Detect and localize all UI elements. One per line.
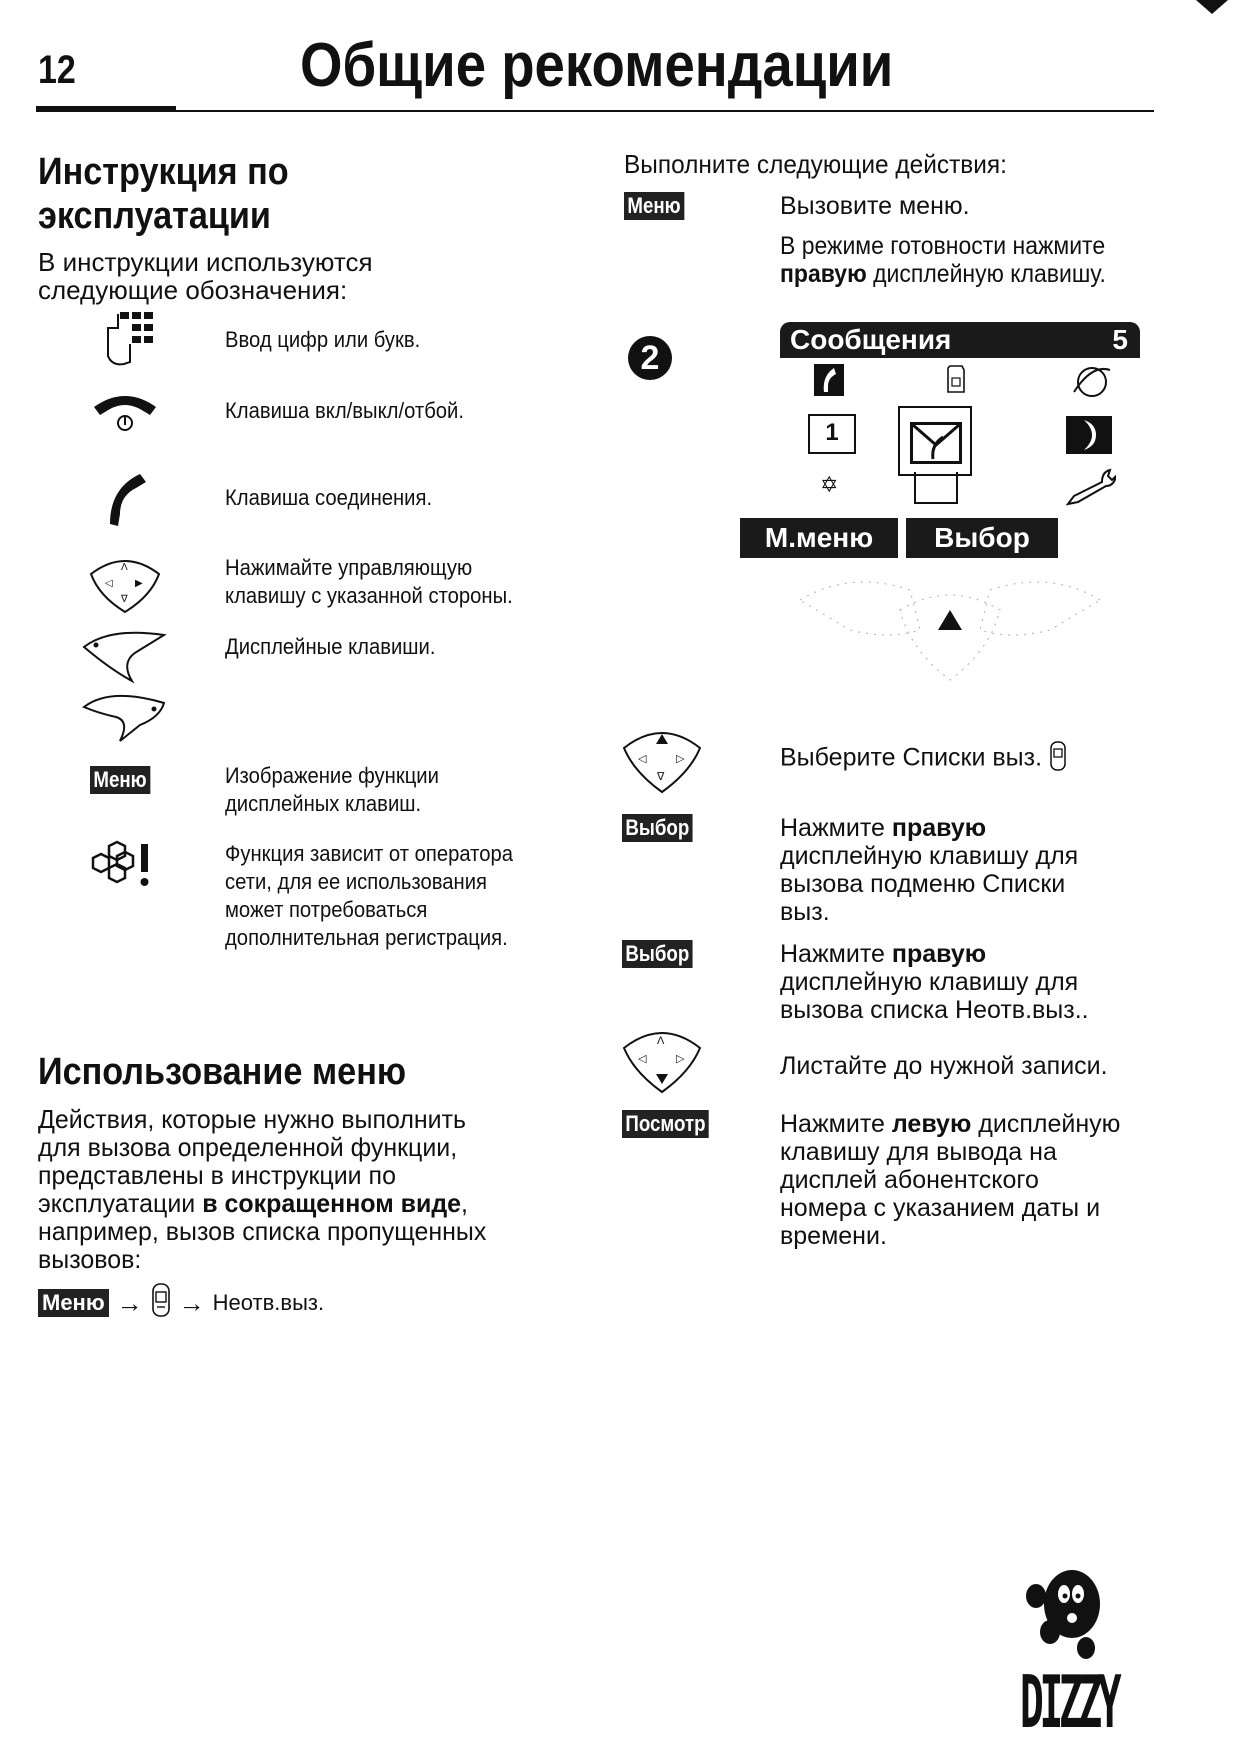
text-normal: Нажмите bbox=[780, 940, 892, 968]
text-normal: Нажмите bbox=[780, 814, 892, 842]
phone-icon bbox=[814, 364, 844, 396]
menu-softkey-label: Меню bbox=[38, 1289, 109, 1317]
view-softkey-label: Посмотр bbox=[622, 1110, 709, 1138]
legend-text-line: Функция зависит от оператора bbox=[225, 841, 514, 866]
legend-text bbox=[225, 840, 611, 952]
moon-icon bbox=[1066, 416, 1112, 454]
paragraph-line: Действия, которые нужно выполнить bbox=[38, 1104, 467, 1134]
menu-softkey-label: Меню bbox=[624, 192, 684, 220]
text-bold: левую bbox=[891, 1110, 972, 1138]
calendar-day: 1 bbox=[825, 419, 839, 446]
end-call-icon bbox=[80, 385, 170, 435]
legend-text-line: сети, для ее использования bbox=[225, 869, 487, 894]
svg-text:Λ: Λ bbox=[121, 562, 128, 573]
svg-text:▶: ▶ bbox=[135, 578, 143, 589]
svg-text:∇: ∇ bbox=[657, 771, 665, 783]
call-lists-icon bbox=[1049, 740, 1067, 778]
heading-line: Инструкция по bbox=[38, 151, 289, 193]
svg-text:Λ: Λ bbox=[657, 1035, 665, 1047]
text-normal: дисплейную клавишу. bbox=[866, 260, 1106, 288]
legend-text-line: клавишу с указанной стороны. bbox=[225, 583, 513, 608]
steps-intro: Выполните следующие действия: bbox=[624, 149, 1007, 179]
svg-text:◁: ◁ bbox=[638, 1053, 647, 1065]
svg-text:∇: ∇ bbox=[121, 594, 128, 605]
screen-title-bar bbox=[780, 322, 1140, 358]
keypad-icon bbox=[80, 310, 170, 370]
navigation-key-down-icon bbox=[620, 1024, 704, 1099]
header-rule bbox=[36, 110, 1154, 112]
step-text-line: времени. bbox=[780, 1222, 887, 1250]
legend-text-line: дополнительная регистрация. bbox=[225, 925, 508, 950]
step-number-badge: 2 bbox=[628, 336, 672, 380]
arrow-right-icon: → bbox=[178, 1287, 205, 1318]
menu-softkey-label: Меню bbox=[90, 766, 150, 794]
calendar-icon bbox=[808, 414, 856, 454]
call-lists-icon bbox=[151, 1282, 171, 1324]
message-count: 5 bbox=[1112, 324, 1128, 355]
intro-line: В инструкции используются bbox=[38, 247, 373, 277]
right-softkey-bar: Выбор bbox=[906, 518, 1058, 558]
display-keys-icon bbox=[80, 625, 170, 745]
text-bold: в сокращенном виде bbox=[202, 1188, 462, 1218]
step-text: Листайте до нужной записи. bbox=[780, 1052, 1108, 1080]
navigation-key-up-icon bbox=[620, 724, 704, 799]
step-text-line bbox=[780, 260, 1185, 288]
step-text-line bbox=[780, 940, 1220, 968]
legend-text: Дисплейные клавиши. bbox=[225, 634, 436, 659]
dizzy-logo bbox=[1020, 1560, 1234, 1744]
intro-line: следующие обозначения: bbox=[38, 275, 348, 305]
step-text-line: Выберите Списки выз. bbox=[780, 743, 1043, 772]
page-number: 12 bbox=[38, 48, 76, 92]
step-text-line: вызова списка Неотв.выз.. bbox=[780, 996, 1089, 1024]
legend-text-line: дисплейных клавиш. bbox=[225, 791, 422, 816]
navigation-key-icon bbox=[80, 552, 170, 614]
section-heading-menu-usage: Использование меню bbox=[38, 1051, 407, 1093]
text-bold: правую bbox=[780, 260, 867, 288]
legend-text bbox=[225, 762, 611, 818]
paragraph-line: вызовов: bbox=[38, 1244, 142, 1274]
globe-icon bbox=[1070, 362, 1114, 405]
legend-text-line: Нажимайте управляющую bbox=[225, 555, 473, 580]
dizzy-logo-text: DIZZY bbox=[1020, 1660, 1118, 1744]
page-title: Общие рекомендации bbox=[300, 31, 894, 100]
step-text-line: вызова подменю Списки bbox=[780, 870, 1066, 898]
step-text-line: В режиме готовности нажмите bbox=[780, 232, 1106, 260]
dizzy-character-icon bbox=[1020, 1560, 1110, 1660]
selected-icon-frame bbox=[898, 406, 972, 476]
paragraph-line: например, вызов списка пропущенных bbox=[38, 1216, 487, 1246]
selected-icon-label-box bbox=[914, 472, 958, 504]
legend-text-line: может потребоваться bbox=[225, 897, 428, 922]
step-text-line: клавишу для вывода на bbox=[780, 1138, 1057, 1166]
step-text-line: выз. bbox=[780, 898, 830, 926]
menu-shortcut-path bbox=[38, 1282, 324, 1324]
sim-icon bbox=[944, 364, 968, 399]
legend-text-line: Изображение функции bbox=[225, 763, 439, 788]
call-icon bbox=[80, 470, 170, 530]
step-text-line: дисплейную клавишу для bbox=[780, 842, 1079, 870]
select-softkey-label: Выбор bbox=[622, 814, 693, 842]
paragraph-line bbox=[38, 1189, 576, 1217]
legend-text: Клавиша соединения. bbox=[225, 485, 433, 510]
section-intro bbox=[38, 248, 373, 304]
step-text bbox=[780, 940, 1220, 1024]
shortcut-target: Неотв.выз. bbox=[212, 1290, 325, 1315]
message-envelope-icon bbox=[910, 422, 962, 464]
screen-title: Сообщения bbox=[790, 324, 952, 355]
arrow-right-icon: → bbox=[116, 1287, 143, 1318]
step-text-line: дисплейную клавишу для bbox=[780, 968, 1079, 996]
svg-text:◁: ◁ bbox=[638, 753, 647, 765]
text-normal: эксплуатации bbox=[38, 1188, 203, 1218]
step-text-line: дисплей абонентского bbox=[780, 1166, 1039, 1194]
step-text bbox=[780, 1110, 1220, 1250]
menu-usage-paragraph bbox=[38, 1105, 576, 1273]
left-softkey-bar: М.меню bbox=[740, 518, 898, 558]
step-text bbox=[780, 192, 1220, 220]
paragraph-line: для вызова определенной функции, bbox=[38, 1132, 458, 1162]
section-heading-instructions bbox=[38, 150, 289, 238]
corner-mark bbox=[1196, 0, 1228, 14]
softkey-label bbox=[80, 766, 170, 794]
legend-text bbox=[225, 554, 611, 610]
paragraph-line: представлены в инструкции по bbox=[38, 1160, 396, 1190]
text-normal: , bbox=[461, 1188, 468, 1218]
step-text-line: Вызовите меню. bbox=[780, 192, 970, 220]
step-text-line: номера с указанием даты и bbox=[780, 1194, 1101, 1222]
select-softkey-label: Выбор bbox=[622, 940, 693, 968]
legend-text: Клавиша вкл/выкл/отбой. bbox=[225, 398, 464, 423]
text-bold: правую bbox=[891, 814, 987, 842]
operator-dependent-icon bbox=[80, 840, 170, 900]
wrench-icon bbox=[1064, 466, 1116, 515]
star-icon: ✡ bbox=[820, 472, 839, 497]
legend-text: Ввод цифр или букв. bbox=[225, 327, 421, 352]
step-text bbox=[780, 814, 1220, 926]
svg-text:▷: ▷ bbox=[676, 1053, 685, 1065]
heading-line: эксплуатации bbox=[38, 195, 271, 237]
step-text bbox=[780, 740, 1220, 778]
svg-text:◁: ◁ bbox=[105, 578, 113, 589]
svg-text:▷: ▷ bbox=[676, 753, 685, 765]
faded-navigation-key-icon bbox=[790, 570, 1110, 695]
text-normal: дисплейную bbox=[971, 1110, 1121, 1138]
step-subtext bbox=[780, 232, 1185, 288]
step-text-line bbox=[780, 814, 1220, 842]
step-text-line bbox=[780, 1110, 1220, 1138]
text-normal: Нажмите bbox=[780, 1110, 892, 1138]
text-bold: правую bbox=[891, 940, 987, 968]
